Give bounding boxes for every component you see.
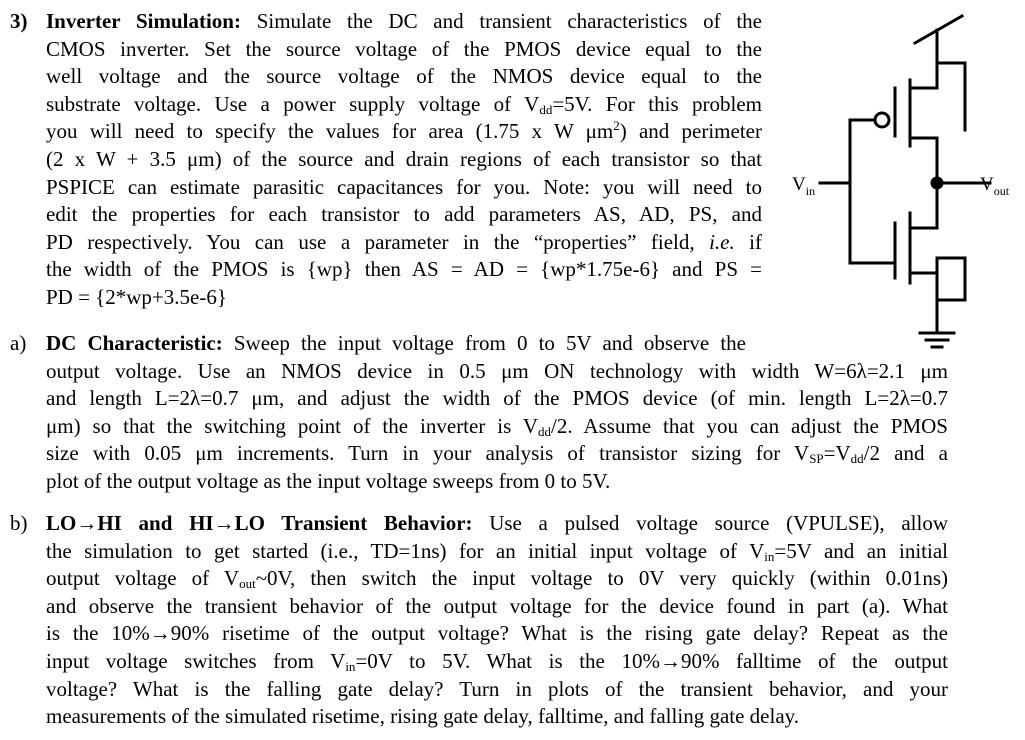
- part-b-paragraph: b) LO→HI and HI→LO Transient Behavior: Use a pulsed voltage source (VPULSE), allow the simulation to get started (i.e., TD=1ns) for an initial input voltage of $V_{in}=5V$ and an initial output voltage of $V_{out}\sim 0V$, then switch the input voltage to 0V very quickly (within 0.01ns) and observe the transient behavior of the output voltage for the device found in part (a). What is the 10%→90% risetime of the output voltage? What is the rising gate delay? Repeat as the input voltage switches from $V_{in}=0V$ to 5V. What is the 10%→90% falltime of the output voltage? What is the falling gate delay? Turn in plots of the transient behavior, and your measurements of the simulated risetime, rising gate delay, falltime, and falling gate delay.: [10, 511, 948, 729]
- part-a-paragraph: a) DC Characteristic: Sweep the input voltage from 0 to 5V and observe the output voltage. Use an NMOS device in 0.5 μm ON technology with width W=6λ=2.1 μm and length L=2λ=0.7 μm, and adjust the width of the PMOS device (of min. length L=2λ=0.7 μm) so that the switching point of the inverter is $V_{dd}/2$. Assume that you can adjust the PMOS size with 0.05 μm increments. Turn in your analysis of transistor sizing for $V_{SP}=V_{dd}/2$ and a plot of the output voltage as the input voltage sweeps from 0 to 5V.: [10, 331, 948, 493]
- vout-label: $V_{out}$: [980, 174, 1010, 198]
- part-a-label: a): [10, 331, 27, 355]
- problem-3-paragraph: 3) Inverter Simulation: Simulate the DC and transient characteristics of the CMOS inverter. Set the source voltage of the PMOS device equal to the well voltage and the source voltage of the NMOS device equal to the substrate voltage. Use a power supply voltage of $V_{dd}=5V$. For this problem you will need to specify the values for area (1.75 x W $\mu m^2$) and perimeter (2 x W + 3.5 μm) of the source and drain regions of each transistor so that PSPICE can estimate parasitic capacitances for you. Note: you will need to edit the properties for each transistor to add parameters AS, AD, PS, and PD respectively. You can use a parameter in the “properties” field, i.e. if the width of the PMOS is {wp} then AS = AD = {wp*1.75e-6} and PS = PD = {2*wp+3.5e-6}: [10, 9, 763, 309]
- problem-number: 3): [10, 9, 28, 33]
- cmos-inverter-schematic: [790, 8, 1020, 353]
- part-a-title: DC Characteristic:: [46, 331, 223, 355]
- problem-title: Inverter Simulation:: [46, 9, 241, 33]
- part-b-label: b): [10, 511, 28, 535]
- pmos-gate-bubble: [875, 113, 889, 127]
- part-b-title: LO→HI and HI→LO Transient Behavior:: [46, 511, 473, 535]
- vin-label: $V_{in}$: [792, 174, 816, 198]
